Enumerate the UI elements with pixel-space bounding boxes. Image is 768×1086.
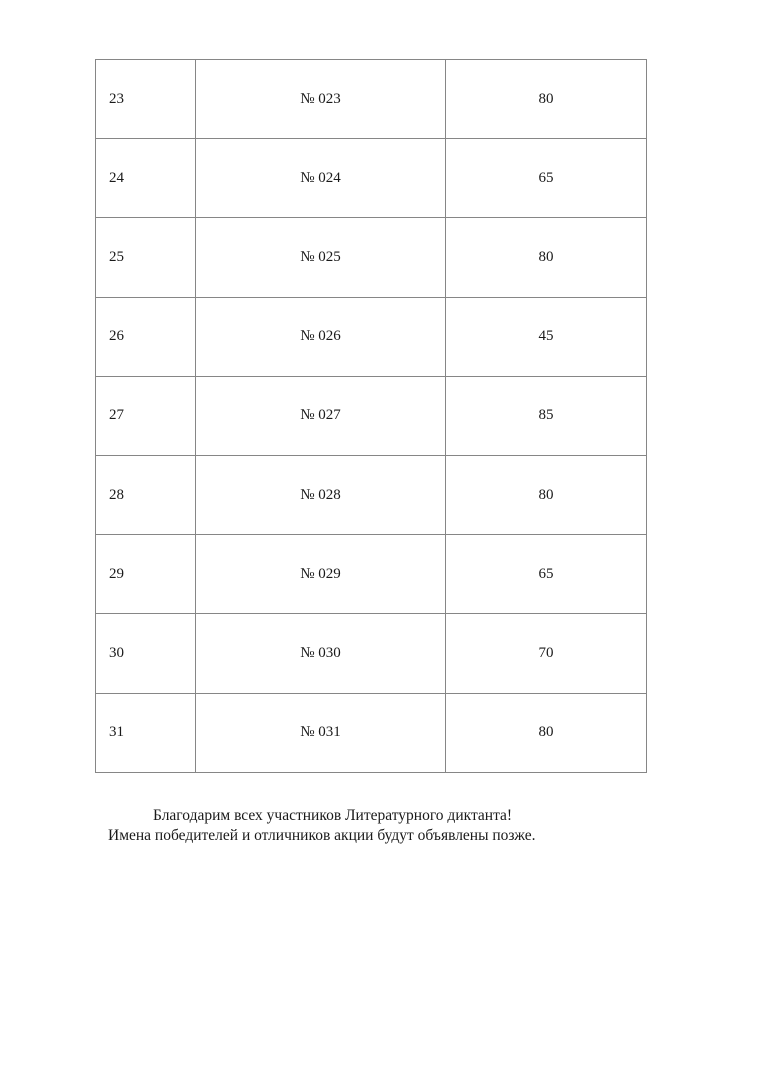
cell-score: 80 — [446, 455, 647, 534]
winners-announcement-line: Имена победителей и отличников акции будут объявлены позже. — [108, 826, 536, 844]
table-row — [96, 218, 647, 297]
cell-score: 65 — [446, 139, 647, 218]
cell-row-number: 31 — [96, 693, 196, 772]
closing-note — [108, 806, 578, 845]
cell-score: 80 — [446, 218, 647, 297]
table-row — [96, 693, 647, 772]
cell-score: 80 — [446, 693, 647, 772]
cell-participant-number: № 023 — [196, 60, 446, 139]
results-table — [95, 59, 647, 773]
cell-row-number: 25 — [96, 218, 196, 297]
table-row — [96, 455, 647, 534]
table-row — [96, 139, 647, 218]
cell-row-number: 23 — [96, 60, 196, 139]
cell-row-number: 30 — [96, 614, 196, 693]
cell-participant-number: № 031 — [196, 693, 446, 772]
cell-participant-number: № 024 — [196, 139, 446, 218]
cell-row-number: 26 — [96, 297, 196, 376]
cell-row-number: 29 — [96, 535, 196, 614]
cell-score: 45 — [446, 297, 647, 376]
table-row — [96, 614, 647, 693]
cell-score: 70 — [446, 614, 647, 693]
table-row — [96, 297, 647, 376]
cell-participant-number: № 025 — [196, 218, 446, 297]
table-row — [96, 376, 647, 455]
cell-row-number: 27 — [96, 376, 196, 455]
cell-score: 80 — [446, 60, 647, 139]
cell-participant-number: № 030 — [196, 614, 446, 693]
cell-row-number: 28 — [96, 455, 196, 534]
thanks-line: Благодарим всех участников Литературного диктанта! — [153, 807, 513, 824]
cell-participant-number: № 028 — [196, 455, 446, 534]
cell-score: 85 — [446, 376, 647, 455]
cell-participant-number: № 026 — [196, 297, 446, 376]
table-row — [96, 60, 647, 139]
table-row — [96, 535, 647, 614]
cell-participant-number: № 027 — [196, 376, 446, 455]
cell-row-number: 24 — [96, 139, 196, 218]
cell-score: 65 — [446, 535, 647, 614]
cell-participant-number: № 029 — [196, 535, 446, 614]
